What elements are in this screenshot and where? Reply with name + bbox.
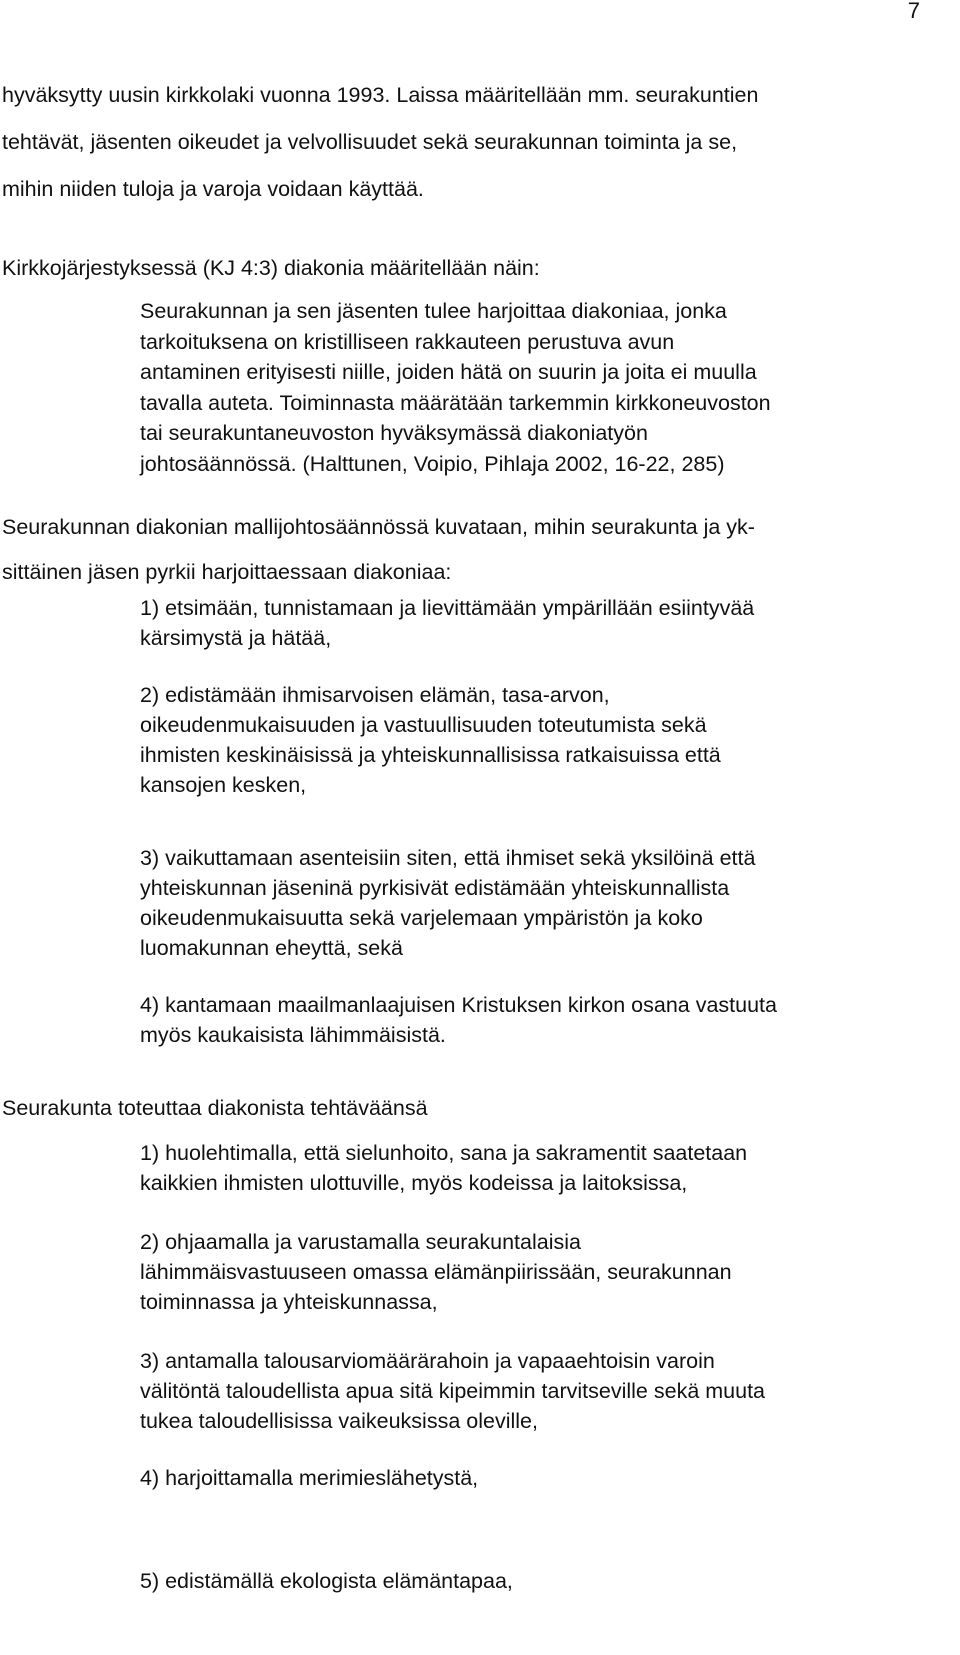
- aim-line: oikeudenmukaisuutta sekä varjelemaan ympäristön ja koko: [140, 906, 703, 930]
- task-line: 4) harjoittamalla merimieslähetystä,: [140, 1466, 479, 1490]
- task-item-1: [140, 1138, 747, 1198]
- intro-line: hyväksytty uusin kirkkolaki vuonna 1993. Laissa määritellään mm. seurakuntien: [2, 83, 759, 107]
- task-line: 1) huolehtimalla, että sielunhoito, sana ja sakramentit saatetaan: [140, 1141, 748, 1165]
- aim-line: 4) kantamaan maailmanlaajuisen Kristuksen kirkon osana vastuuta: [140, 993, 777, 1017]
- intro-line: mihin niiden tuloja ja varoja voidaan käyttää.: [2, 177, 424, 201]
- aim-line: 2) edistämään ihmisarvoisen elämän, tasa-arvon,: [140, 683, 610, 707]
- quote-line: Seurakunnan ja sen jäsenten tulee harjoittaa diakoniaa, jonka: [140, 299, 727, 323]
- quote-line: tai seurakuntaneuvoston hyväksymässä diakoniatyön: [140, 421, 648, 445]
- aim-line: oikeudenmukaisuuden ja vastuullisuuden toteutumista sekä: [140, 713, 707, 737]
- kj-quote: [140, 296, 771, 479]
- task-line: lähimmäisvastuuseen omassa elämänpiirissään, seurakunnan: [140, 1260, 732, 1284]
- aim-line: luomakunnan eheyttä, sekä: [140, 936, 403, 960]
- aim-item-1: [140, 593, 754, 653]
- kj-intro: Kirkkojärjestyksessä (KJ 4:3) diakonia määritellään näin:: [2, 256, 540, 280]
- task-line: 5) edistämällä ekologista elämäntapaa,: [140, 1569, 513, 1593]
- mallijohto-line: sittäinen jäsen pyrkii harjoittaessaan diakoniaa:: [2, 560, 452, 584]
- mallijohto-line: Seurakunnan diakonian mallijohtosäännössä kuvataan, mihin seurakunta ja yk-: [2, 515, 755, 539]
- aim-item-3: [140, 843, 755, 963]
- aim-item-4: [140, 990, 777, 1050]
- quote-line: antaminen erityisesti niille, joiden hätä on suurin ja joita ei muulla: [140, 360, 757, 384]
- mallijohto-paragraph: [2, 505, 755, 595]
- task-line: 3) antamalla talousarviomäärärahoin ja vapaaehtoisin varoin: [140, 1349, 715, 1373]
- task-item-4: [140, 1463, 478, 1493]
- intro-paragraph: [2, 72, 758, 213]
- task-line: 2) ohjaamalla ja varustamalla seurakuntalaisia: [140, 1230, 581, 1254]
- tasks-intro: Seurakunta toteuttaa diakonista tehtäväänsä: [2, 1096, 428, 1120]
- intro-line: tehtävät, jäsenten oikeudet ja velvollisuudet sekä seurakunnan toiminta ja se,: [2, 130, 738, 154]
- aim-line: 3) vaikuttamaan asenteisiin siten, että ihmiset sekä yksilöinä että: [140, 846, 756, 870]
- quote-line: tavalla auteta. Toiminnasta määrätään tarkemmin kirkkoneuvoston: [140, 390, 771, 415]
- task-line: tukea taloudellisissa vaikeuksissa oleville,: [140, 1409, 538, 1433]
- task-item-3: [140, 1346, 765, 1436]
- task-line: toiminnassa ja yhteiskunnassa,: [140, 1290, 438, 1314]
- task-item-5: [140, 1566, 513, 1596]
- aim-line: myös kaukaisista lähimmäisistä.: [140, 1023, 446, 1047]
- aim-line: yhteiskunnan jäseninä pyrkisivät edistämään yhteiskunnallista: [140, 876, 730, 900]
- aim-item-2: [140, 680, 721, 800]
- aim-line: kansojen kesken,: [140, 773, 307, 797]
- task-item-2: [140, 1227, 732, 1317]
- task-line: välitöntä taloudellista apua sitä kipeimmin tarvitseville sekä muuta: [140, 1379, 766, 1403]
- task-line: kaikkien ihmisten ulottuville, myös kodeissa ja laitoksissa,: [140, 1171, 688, 1195]
- page-number: 7: [907, 0, 920, 23]
- quote-line: johtosäännössä. (Halttunen, Voipio, Pihlaja 2002, 16-22, 285): [140, 451, 725, 476]
- aim-line: ihmisten keskinäisissä ja yhteiskunnallisissa ratkaisuissa että: [140, 743, 721, 767]
- quote-line: tarkoituksena on kristilliseen rakkauteen perustuva avun: [140, 329, 675, 354]
- aim-line: kärsimystä ja hätää,: [140, 626, 332, 650]
- aim-line: 1) etsimään, tunnistamaan ja lievittämään ympärillään esiintyvää: [140, 596, 755, 620]
